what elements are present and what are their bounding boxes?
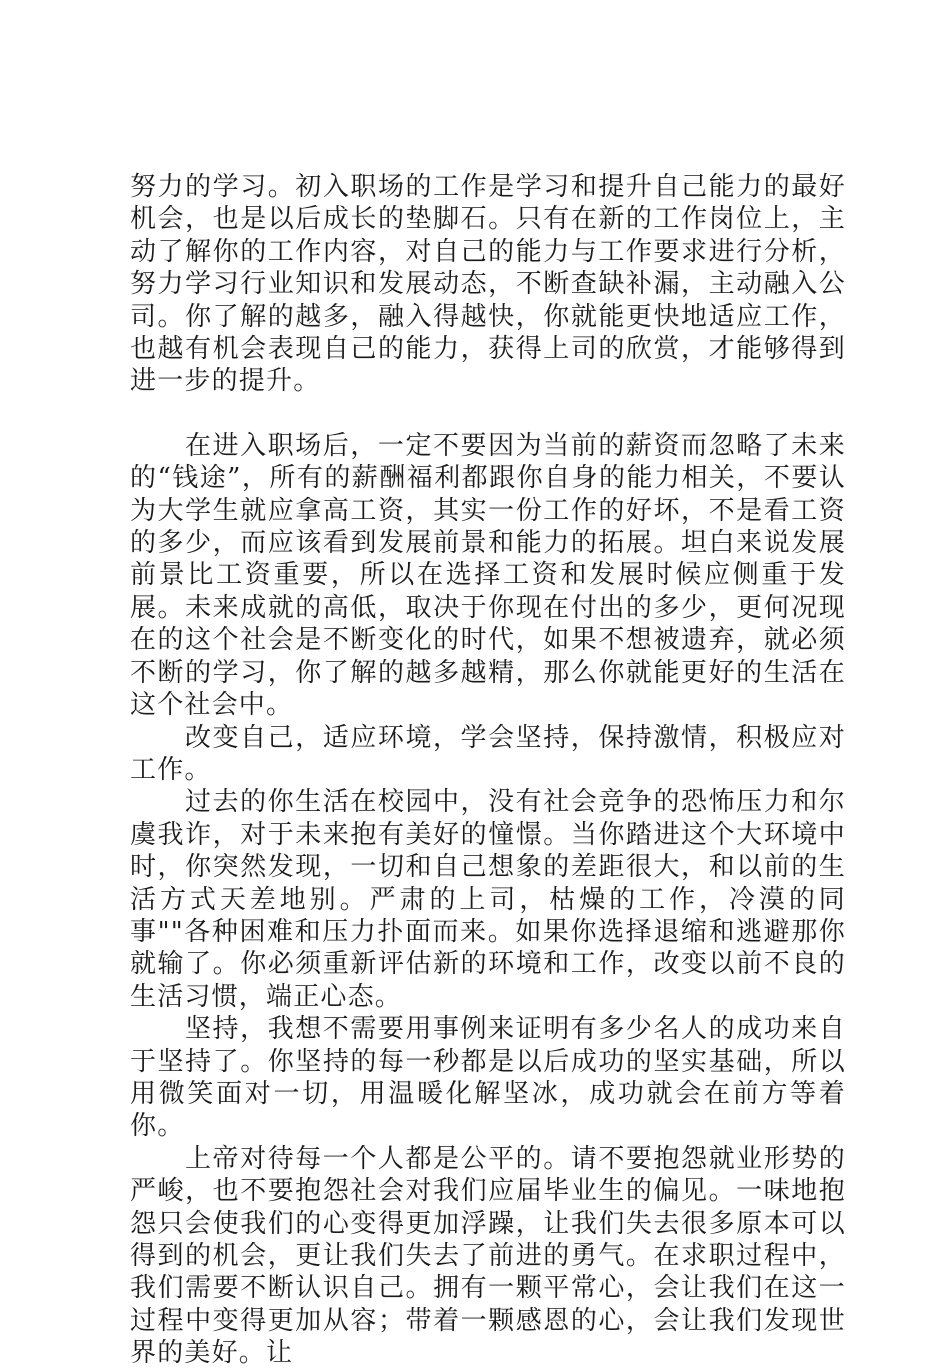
paragraph-1: 努力的学习。初入职场的工作是学习和提升自己能力的最好机会，也是以后成长的垫脚石。只有在新的工作岗位上，主动了解你的工作内容，对自己的能力与工作要求进行分析，努力学习行业知识和发展动态，不断查缺补漏，主动融入公司。你了解的越多，融入得越快，你就能更快地适应工作，也越有机会表现自己的能力，获得上司的欣赏，才能够得到进一步的提升。 [130,172,846,397]
paragraph-4: 过去的你生活在校园中，没有社会竞争的恐怖压力和尔虞我诈，对于未来抱有美好的憧憬。当你踏进这个大环境中时，你突然发现，一切和自己想象的差距很大，和以前的生活方式天差地别。严肃的上司，枯燥的工作，冷漠的同事""各种困难和压力扑面而来。如果你选择退缩和逃避那你就输了。你必须重新评估新的环境和工作，改变以前不良的生活习惯，端正心态。 [130,787,846,1012]
paragraph-2: 在进入职场后，一定不要因为当前的薪资而忽略了未来的“钱途”，所有的薪酬福利都跟你自身的能力相关，不要认为大学生就应拿高工资，其实一份工作的好坏，不是看工资的多少，而应该看到发展前景和能力的拓展。坦白来说发展前景比工资重要，所以在选择工资和发展时候应侧重于发展。未来成就的高低，取决于你现在付出的多少，更何况现在的这个社会是不断变化的时代，如果不想被遗弃，就必须不断的学习，你了解的越多越精，那么你就能更好的生活在这个社会中。 [130,430,846,721]
paragraph-gap [130,398,846,430]
paragraph-6: 上帝对待每一个人都是公平的。请不要抱怨就业形势的严峻，也不要抱怨社会对我们应届毕业生的偏见。一味地抱怨只会使我们的心变得更加浮躁，让我们失去很多原本可以得到的机会，更让我们失去了前进的勇气。在求职过程中，我们需要不断认识自己。拥有一颗平常心，会让我们在这一过程中变得更加从容；带着一颗感恩的心，会让我们发现世界的美好。让 [130,1143,846,1369]
paragraph-5: 坚持，我想不需要用事例来证明有多少名人的成功来自于坚持了。你坚持的每一秒都是以后成功的坚实基础，所以用微笑面对一切，用温暖化解坚冰，成功就会在前方等着你。 [130,1014,846,1142]
document-body [130,171,846,1370]
paragraph-3: 改变自己，适应环境，学会坚持，保持激情，积极应对工作。 [130,722,846,785]
